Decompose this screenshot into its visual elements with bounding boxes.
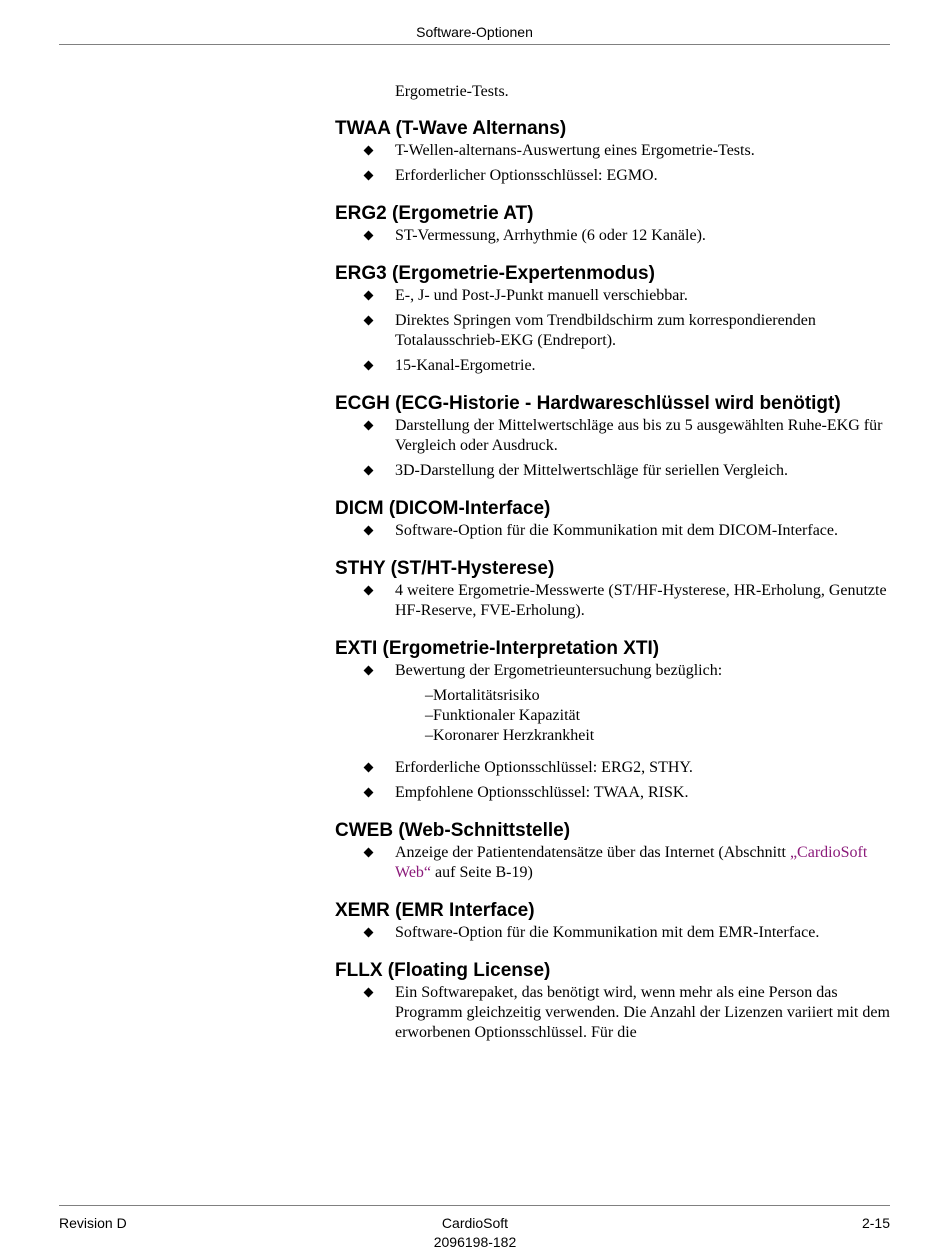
section-heading: FLLX (Floating License) bbox=[335, 960, 551, 981]
section-heading: XEMR (EMR Interface) bbox=[335, 900, 535, 921]
cross-reference-link[interactable]: „CardioSoft Web“ bbox=[395, 844, 868, 881]
bullet-item: Software-Option für die Kommunikation mit dem EMR-Interface. bbox=[335, 923, 895, 943]
section-heading: ERG3 (Ergometrie-Expertenmodus) bbox=[335, 263, 655, 284]
section-erg2 bbox=[335, 203, 895, 246]
bullet-item: ST-Vermessung, Arrhythmie (6 oder 12 Kanäle). bbox=[335, 226, 895, 246]
diamond-bullet-icon bbox=[364, 928, 374, 938]
continued-text: Ergometrie-Tests. bbox=[395, 83, 509, 100]
section-heading: EXTI (Ergometrie-Interpretation XTI) bbox=[335, 638, 660, 659]
diamond-bullet-icon bbox=[364, 146, 374, 156]
diamond-bullet-icon bbox=[364, 421, 374, 431]
section-heading: DICM (DICOM-Interface) bbox=[335, 498, 551, 519]
diamond-bullet-icon bbox=[364, 526, 374, 536]
section-xemr bbox=[335, 900, 895, 943]
bullet-item: 15-Kanal-Ergometrie. bbox=[335, 356, 895, 376]
diamond-bullet-icon bbox=[364, 586, 374, 596]
section-heading: TWAA (T-Wave Alternans) bbox=[335, 118, 567, 139]
diamond-bullet-icon bbox=[364, 291, 374, 301]
footer-revision: Revision D bbox=[59, 1215, 127, 1231]
bullet-item: Erforderlicher Optionsschlüssel: EGMO. bbox=[335, 166, 895, 186]
section-exti bbox=[335, 638, 895, 803]
bullet-item: Bewertung der Ergometrieuntersuchung bezüglich: bbox=[335, 661, 895, 681]
sub-item: –Funktionaler Kapazität bbox=[425, 707, 581, 724]
bullet-item: Ein Softwarepaket, das benötigt wird, wenn mehr als eine Person das Programm gleichzeitig verwenden. Die Anzahl der Lizenzen variiert mit dem erworbenen Optionsschlüssel. Für die bbox=[335, 983, 895, 1043]
bullet-item: E-, J- und Post-J-Punkt manuell verschiebbar. bbox=[335, 286, 895, 306]
section-sthy bbox=[335, 558, 895, 621]
section-heading: CWEB (Web-Schnittstelle) bbox=[335, 820, 571, 841]
footer-rule bbox=[59, 1205, 890, 1206]
diamond-bullet-icon bbox=[364, 763, 374, 773]
footer-part-number: 2096198-182 bbox=[433, 1234, 517, 1250]
sub-item: –Koronarer Herzkrankheit bbox=[425, 727, 595, 744]
bullet-item: Direktes Springen vom Trendbildschirm zum korrespondierenden Totalausschrieb-EKG (Endreport). bbox=[335, 311, 895, 351]
page-content bbox=[335, 82, 895, 1060]
diamond-bullet-icon bbox=[364, 988, 374, 998]
page-number: 2-15 bbox=[861, 1215, 890, 1231]
bullet-item: Software-Option für die Kommunikation mit dem DICOM-Interface. bbox=[335, 521, 895, 541]
footer-product bbox=[375, 1214, 575, 1252]
sub-item: –Mortalitätsrisiko bbox=[425, 687, 540, 704]
bullet-item: 4 weitere Ergometrie-Messwerte (ST/HF-Hysterese, HR-Erholung, Genutzte HF-Reserve, FVE-Erholung). bbox=[335, 581, 895, 621]
bullet-item: Anzeige der Patientendatensätze über das Internet (Abschnitt „CardioSoft Web“ auf Seite B-19) bbox=[335, 843, 895, 883]
section-heading: ECGH (ECG-Historie - Hardwareschlüssel wird benötigt) bbox=[335, 393, 841, 414]
diamond-bullet-icon bbox=[364, 466, 374, 476]
section-erg3 bbox=[335, 263, 895, 376]
diamond-bullet-icon bbox=[364, 788, 374, 798]
section-twaa bbox=[335, 118, 895, 186]
diamond-bullet-icon bbox=[364, 666, 374, 676]
diamond-bullet-icon bbox=[364, 848, 374, 858]
bullet-item: Empfohlene Optionsschlüssel: TWAA, RISK. bbox=[335, 783, 895, 803]
header-rule bbox=[59, 44, 890, 45]
bullet-item: 3D-Darstellung der Mittelwertschläge für seriellen Vergleich. bbox=[335, 461, 895, 481]
diamond-bullet-icon bbox=[364, 361, 374, 371]
sub-list bbox=[335, 686, 895, 746]
running-header: Software-Optionen bbox=[416, 24, 533, 40]
section-fllx bbox=[335, 960, 895, 1043]
section-cweb bbox=[335, 820, 895, 883]
diamond-bullet-icon bbox=[364, 231, 374, 241]
section-heading: STHY (ST/HT-Hysterese) bbox=[335, 558, 555, 579]
bullet-item: T-Wellen-alternans-Auswertung eines Ergometrie-Tests. bbox=[335, 141, 895, 161]
footer-product-name: CardioSoft bbox=[441, 1215, 509, 1231]
bullet-item: Darstellung der Mittelwertschläge aus bis zu 5 ausgewählten Ruhe-EKG für Vergleich oder Ausdruck. bbox=[335, 416, 895, 456]
bullet-item: Erforderliche Optionsschlüssel: ERG2, STHY. bbox=[335, 758, 895, 778]
diamond-bullet-icon bbox=[364, 316, 374, 326]
diamond-bullet-icon bbox=[364, 171, 374, 181]
section-heading: ERG2 (Ergometrie AT) bbox=[335, 203, 534, 224]
section-dicm bbox=[335, 498, 895, 541]
section-ecgh bbox=[335, 393, 895, 481]
